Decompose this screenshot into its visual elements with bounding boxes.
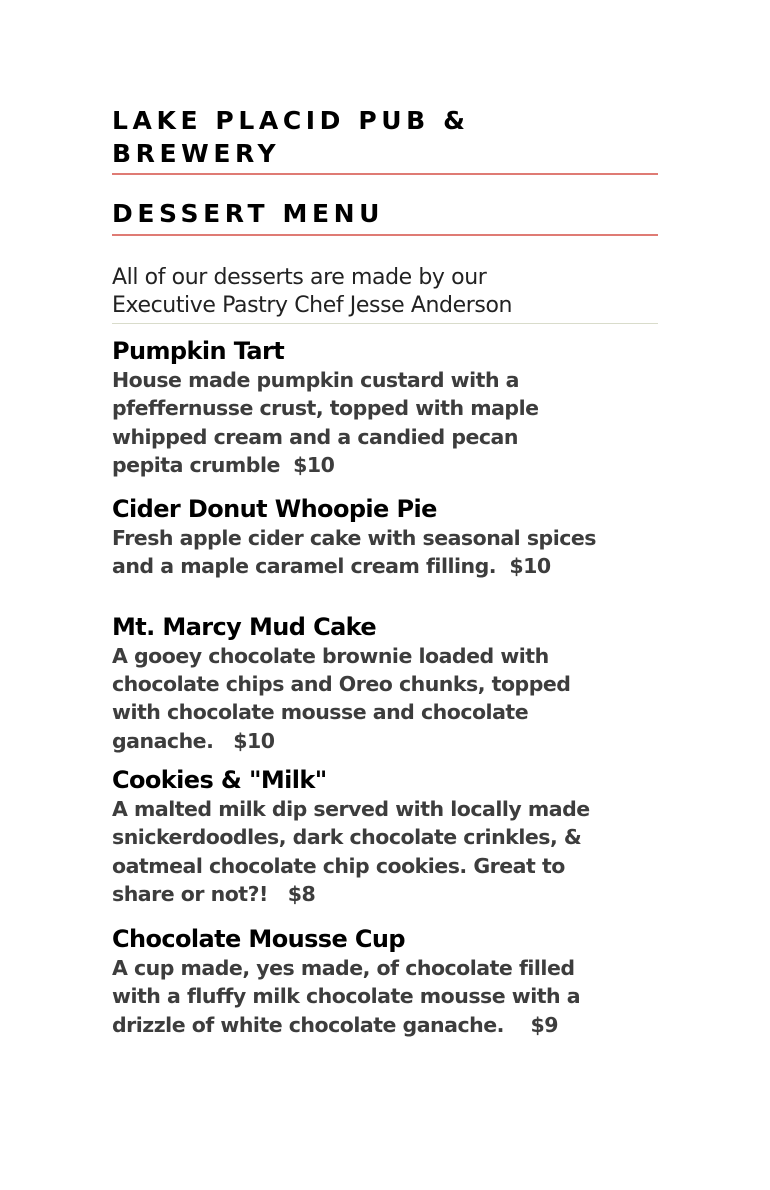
item-description-line: A cup made, yes made, of chocolate filled: [112, 956, 575, 981]
item-description-line: A malted milk dip served with locally made: [112, 796, 590, 821]
item-description-line: House made pumpkin custard with a: [112, 368, 520, 392]
menu-item: [112, 612, 658, 755]
item-description-line: chocolate chips and Oreo chunks, topped: [112, 672, 571, 697]
item-description-line: with a fluffy milk chocolate mousse with a: [112, 984, 581, 1009]
intro-text: [112, 264, 658, 320]
menu-item: [112, 336, 658, 479]
item-description-line: drizzle of white chocolate ganache. $9: [112, 1012, 558, 1037]
item-name: Cider Donut Whoopie Pie: [112, 495, 437, 524]
item-name: Cookies & "Milk": [112, 765, 327, 794]
restaurant-name-line-1: LAKE PLACID PUB &: [112, 106, 470, 135]
item-description-line: oatmeal chocolate chip cookies. Great to: [112, 853, 565, 878]
menu-item: [112, 924, 658, 1039]
restaurant-name: [112, 104, 658, 170]
item-description-line: pepita crumble $10: [112, 452, 335, 477]
header-divider: [112, 173, 658, 175]
intro-divider: [112, 323, 658, 324]
item-description-line: A gooey chocolate brownie loaded with: [112, 643, 549, 668]
menu-item: [112, 494, 658, 581]
item-description-line: Fresh apple cider cake with seasonal spices: [112, 526, 596, 551]
restaurant-name-line-2: BREWERY: [112, 139, 281, 168]
menu-item: [112, 765, 658, 908]
menu-title: DESSERT MENU: [112, 199, 385, 228]
intro-line-2: Executive Pastry Chef Jesse Anderson: [112, 293, 513, 318]
item-description-line: whipped cream and a candied pecan: [112, 424, 518, 449]
item-description-line: share or not?! $8: [112, 881, 316, 906]
item-name: Mt. Marcy Mud Cake: [112, 612, 377, 641]
title-divider: [112, 234, 658, 236]
item-description-line: snickerdoodles, dark chocolate crinkles, &: [112, 825, 582, 850]
item-name: Chocolate Mousse Cup: [112, 925, 405, 954]
item-description-line: with chocolate mousse and chocolate: [112, 700, 529, 725]
item-description-line: ganache. $10: [112, 728, 275, 753]
item-name: Pumpkin Tart: [112, 337, 285, 365]
intro-line-1: All of our desserts are made by our: [112, 265, 487, 290]
menu-content: [112, 104, 658, 1039]
item-description-line: and a maple caramel cream filling. $10: [112, 554, 551, 579]
item-description-line: pfeffernusse crust, topped with maple: [112, 396, 539, 421]
